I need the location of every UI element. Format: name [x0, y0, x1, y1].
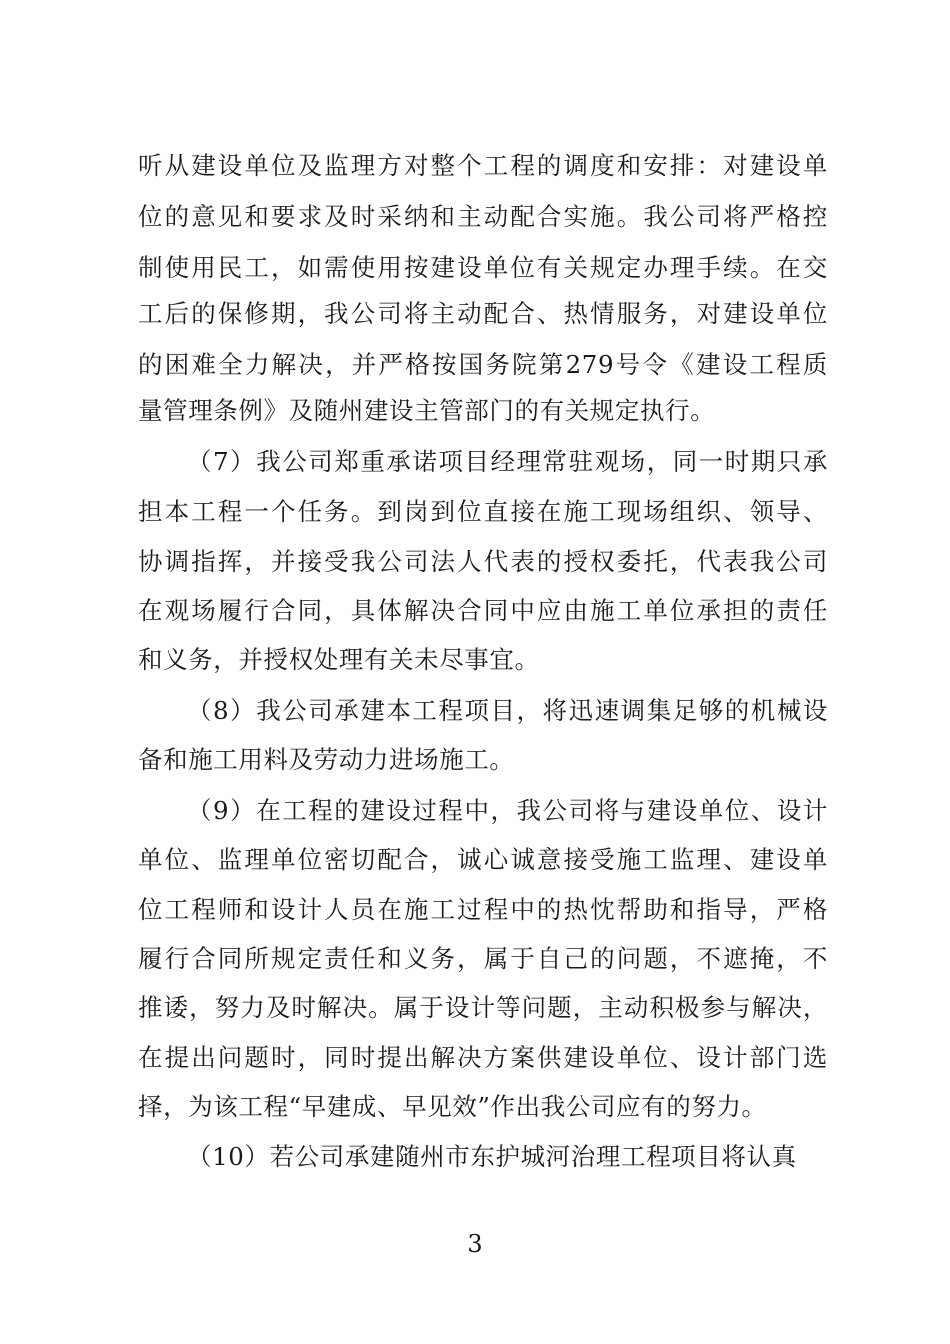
text-line: 担本工程一个任务。到岗到位直接在施工现场组织、领导、	[138, 497, 828, 526]
paragraph-start-line: （10）若公司承建随州市东护城河治理工程项目将认真	[187, 1142, 797, 1171]
paragraph-start-line: （8）我公司承建本工程项目，将迅速调集足够的机械设	[187, 696, 828, 725]
paragraph-start-line: （9）在工程的建设过程中，我公司将与建设单位、设计	[187, 796, 828, 825]
paragraph-start-line: （7）我公司郑重承诺项目经理常驻观场，同一时期只承	[187, 447, 828, 476]
text-line: 单位、监理单位密切配合，诚心诚意接受施工监理、建设单	[138, 845, 828, 874]
text-line: 推诿，努力及时解决。属于设计等问题，主动积极参与解决，	[138, 993, 828, 1022]
text-line: 在观场履行合同，具体解决合同中应由施工单位承担的责任	[138, 596, 828, 625]
text-line: 在提出问题时，同时提出解决方案供建设单位、设计部门选	[138, 1043, 828, 1072]
text-line: 履行合同所规定责任和义务，属于自己的问题，不遮掩，不	[138, 944, 828, 973]
text-line: 听从建设单位及监理方对整个工程的调度和安排：对建设单	[138, 151, 828, 180]
text-line: 择，为该工程“早建成、早见效”作出我公司应有的努力。	[138, 1092, 767, 1121]
text-line: 和义务，并授权处理有关未尽事宜。	[138, 645, 540, 674]
text-line: 制使用民工，如需使用按建设单位有关规定办理手续。在交	[138, 253, 828, 282]
text-line: 量管理条例》及随州建设主管部门的有关规定执行。	[138, 396, 716, 425]
page-number: 3	[467, 1230, 483, 1258]
text-line: 的困难全力解决，并严格按国务院第279号令《建设工程质	[138, 350, 828, 379]
text-line: 备和施工用料及劳动力进场施工。	[138, 745, 515, 774]
text-line: 协调指挥，并接受我公司法人代表的授权委托，代表我公司	[138, 547, 828, 576]
text-line: 工后的保修期，我公司将主动配合、热情服务，对建设单位	[138, 299, 828, 328]
text-line: 位的意见和要求及时采纳和主动配合实施。我公司将严格控	[138, 202, 828, 231]
text-line: 位工程师和设计人员在施工过程中的热忱帮助和指导，严格	[138, 895, 828, 924]
